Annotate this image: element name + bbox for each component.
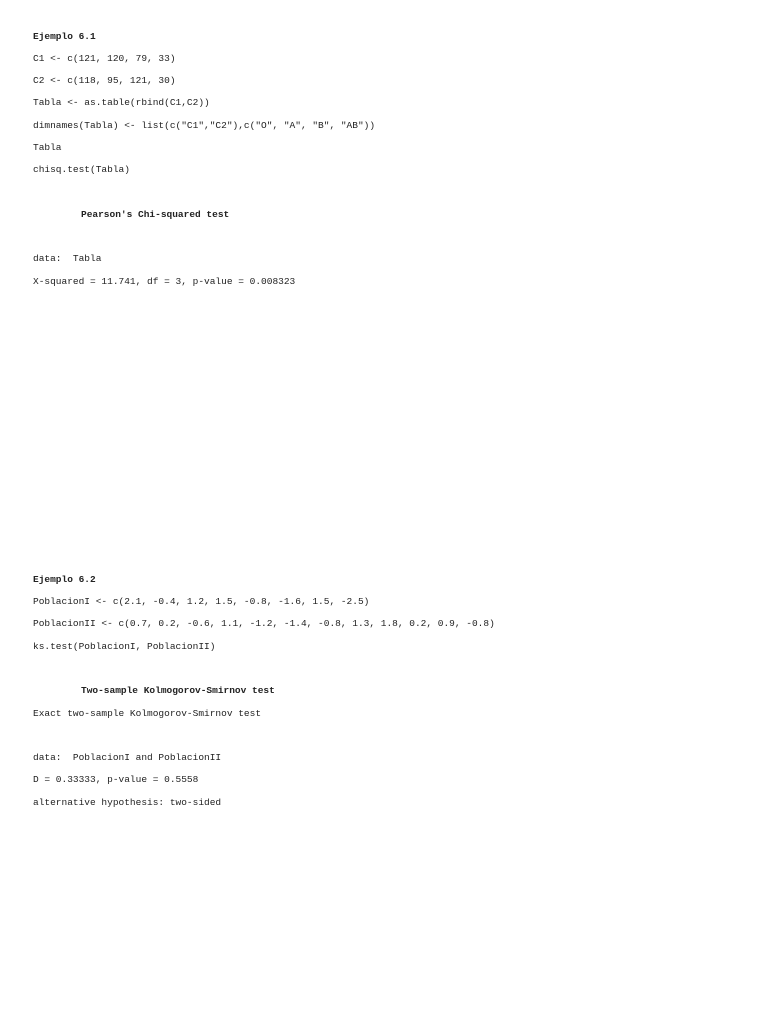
code-line-dimnames: dimnames(Tabla) <- list(c("C1","C2"),c("O", "A", "B", "AB"))	[33, 120, 376, 131]
code-line-tabla: Tabla <- as.table(rbind(C1,C2))	[33, 97, 210, 108]
code-line-poblacion-ii: PoblacionII <- c(0.7, 0.2, -0.6, 1.1, -1.2, -1.4, -0.8, 1.3, 1.8, 0.2, 0.9, -0.8)	[33, 618, 495, 629]
ks-output-data: data: PoblacionI and PoblacionII	[33, 752, 222, 763]
ks-test-title: Two-sample Kolmogorov-Smirnov test	[81, 685, 275, 696]
chi-squared-test-title: Pearson's Chi-squared test	[81, 209, 230, 220]
ks-test-subtitle: Exact two-sample Kolmogorov-Smirnov test	[33, 708, 262, 719]
ks-output-alternative: alternative hypothesis: two-sided	[33, 797, 222, 808]
chi-output-data: data: Tabla	[33, 253, 102, 264]
ks-output-result: D = 0.33333, p-value = 0.5558	[33, 774, 199, 785]
chi-output-result: X-squared = 11.741, df = 3, p-value = 0.008323	[33, 276, 296, 287]
example-6-1-heading: Ejemplo 6.1	[33, 31, 96, 42]
code-line-c2: C2 <- c(118, 95, 121, 30)	[33, 75, 176, 86]
code-line-poblacion-i: PoblacionI <- c(2.1, -0.4, 1.2, 1.5, -0.8, -1.6, 1.5, -2.5)	[33, 596, 370, 607]
code-line-chisq-test: chisq.test(Tabla)	[33, 164, 130, 175]
code-line-ks-test: ks.test(PoblacionI, PoblacionII)	[33, 641, 216, 652]
code-line-tabla-print: Tabla	[33, 142, 62, 153]
code-line-c1: C1 <- c(121, 120, 79, 33)	[33, 53, 176, 64]
example-6-2-heading: Ejemplo 6.2	[33, 574, 96, 585]
